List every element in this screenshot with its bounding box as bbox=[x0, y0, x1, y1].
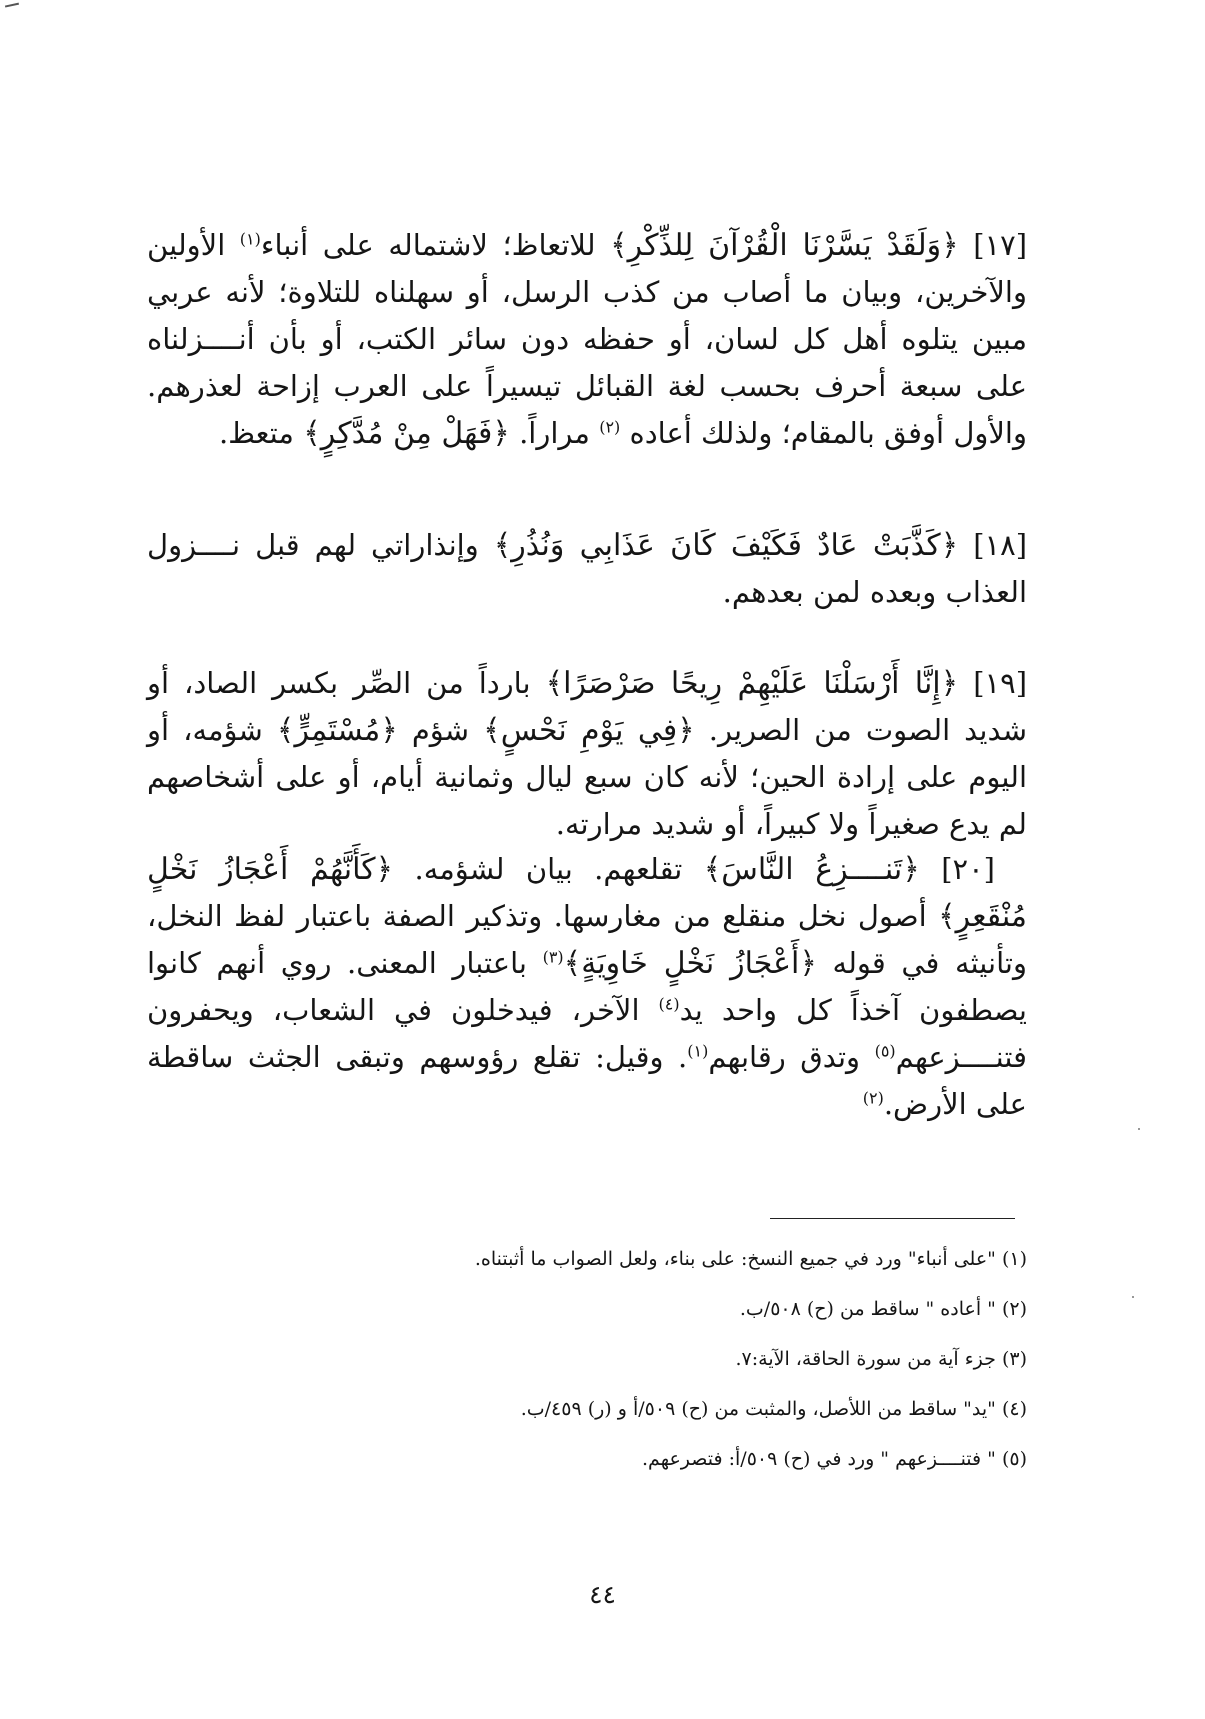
page-number: ٤٤ bbox=[589, 1580, 616, 1609]
commentary-text: وتدق رقابهم bbox=[708, 1040, 875, 1074]
footnote-1: (١) "على أنباء" ورد في جميع النسخ: على بناء، ولعل الصواب ما أثبتناه. bbox=[474, 1248, 1027, 1270]
commentary-text: باعتبار المعنى. روي أنهم كانوا يصطفون آخذاً كل واحد يد bbox=[147, 946, 1027, 1027]
commentary-text: شؤم bbox=[397, 713, 484, 747]
commentary-text: . وقيل: تقلع رؤوسهم وتبقى الجثث ساقطة على الأرض. bbox=[147, 1040, 1027, 1121]
quran-quote: ﴿وَلَقَدْ يَسَّرْنَا الْقُرْآنَ لِلذِّكْرِ﴾ bbox=[610, 228, 959, 263]
commentary-text: متعظ. bbox=[218, 416, 304, 450]
commentary-text: الأولين والآخرين، وبيان ما أصاب من كذب الرسل، أو سهلناه للتلاوة؛ لأنه عربي مبين يتلوه أهل كل لسان، أو حفظه دون سائر الكتب، أو بأن أنــــزلناه على سبعة أحرف بحسب لغة القبائل تيسيراً على العرب إزاحة لعذرهم. والأول أوفق بالمقام؛ ولذلك أعاده bbox=[147, 228, 1027, 450]
scan-speck bbox=[1132, 1296, 1134, 1298]
verse-number: [٢٠] bbox=[941, 852, 995, 886]
footnote-4: (٤) "يد" ساقط من اللأصل، والمثبت من (ح) ٥٠٩/أ و (ر) ٤٥٩/ب. bbox=[520, 1398, 1027, 1420]
commentary-text: مراراً. bbox=[509, 416, 600, 450]
footnote-ref: (٥) bbox=[874, 1041, 896, 1061]
paragraph-verse-19 bbox=[147, 660, 1027, 848]
verse-number: [١٧] bbox=[973, 228, 1028, 262]
footnotes-list bbox=[147, 1244, 1027, 1494]
commentary-text: للاتعاظ؛ لاشتماله على أنباء bbox=[260, 228, 611, 262]
commentary-text: شؤمه، أو اليوم على إرادة الحين؛ لأنه كان سبع ليال وثمانية أيام، أو على أشخاصهم لم يدع صغيراً ولا كبيراً، أو شديد مرارته. bbox=[147, 713, 1027, 841]
quran-quote: ﴿فِي يَوْمِ نَحْسٍ﴾ bbox=[483, 713, 695, 748]
paragraph-verse-18 bbox=[147, 522, 1027, 616]
commentary-text: وإنذاراتي لهم قبل نــــزول العذاب وبعده لمن بعدهم. bbox=[147, 528, 1027, 609]
paragraph-verse-20 bbox=[147, 846, 1027, 1128]
commentary-text: تقلعهم. بيان لشؤمه. bbox=[393, 852, 704, 886]
footnote-ref: (١) bbox=[239, 229, 261, 249]
quran-quote: ﴿كَأَنَّهُمْ أَعْجَازُ نَخْلٍ مُنْقَعِرٍ﴾ bbox=[147, 852, 1027, 934]
quran-quote: ﴿كَذَّبَتْ عَادٌ فَكَيْفَ كَانَ عَذَابِي وَنُذُرِ﴾ bbox=[493, 528, 959, 563]
quran-quote: ﴿أَعْجَازُ نَخْلٍ خَاوِيَةٍ﴾ bbox=[563, 946, 817, 981]
footnote-3: (٣) جزء آية من سورة الحاقة، الآية:٧. bbox=[735, 1348, 1027, 1370]
footnote-5: (٥) " فتنــــزعهم " ورد في (ح) ٥٠٩/أ: فتصرعهم. bbox=[642, 1448, 1027, 1470]
quran-quote: ﴿فَهَلْ مِنْ مُدَّكِرٍ﴾ bbox=[303, 416, 510, 451]
footnote-separator bbox=[770, 1218, 1015, 1219]
scan-corner-mark bbox=[5, 3, 21, 18]
quran-quote: ﴿تَنــــزِعُ النَّاسَ﴾ bbox=[703, 852, 920, 887]
scan-speck bbox=[1138, 1128, 1140, 1130]
footnote-ref: (١) bbox=[687, 1041, 709, 1061]
footnote-ref: (٢) bbox=[862, 1088, 884, 1108]
verse-number: [١٩] bbox=[973, 666, 1028, 700]
commentary-text: بارداً من الصِّر بكسر الصاد، أو شديد الصوت من الصرير. bbox=[147, 666, 1027, 747]
quran-quote: ﴿مُسْتَمِرٍّ﴾ bbox=[276, 713, 398, 748]
quran-quote: ﴿إِنَّا أَرْسَلْنَا عَلَيْهِمْ رِيحًا صَرْصَرًا﴾ bbox=[545, 666, 959, 701]
commentary-text: الآخر، فيدخلون في الشعاب، ويحفرون فتنــــزعهم bbox=[147, 993, 1027, 1074]
verse-number: [١٨] bbox=[973, 528, 1028, 562]
footnote-ref: (٤) bbox=[658, 994, 680, 1014]
footnote-ref: (٢) bbox=[599, 417, 621, 437]
footnote-ref: (٣) bbox=[542, 947, 564, 967]
paragraph-verse-17 bbox=[147, 222, 1027, 457]
footnote-2: (٢) " أعاده " ساقط من (ح) ٥٠٨/ب. bbox=[739, 1298, 1027, 1320]
commentary-text: أصول نخل منقلع من مغارسها. وتذكير الصفة باعتبار لفظ النخل، وتأنيثه في قوله bbox=[147, 899, 1027, 980]
